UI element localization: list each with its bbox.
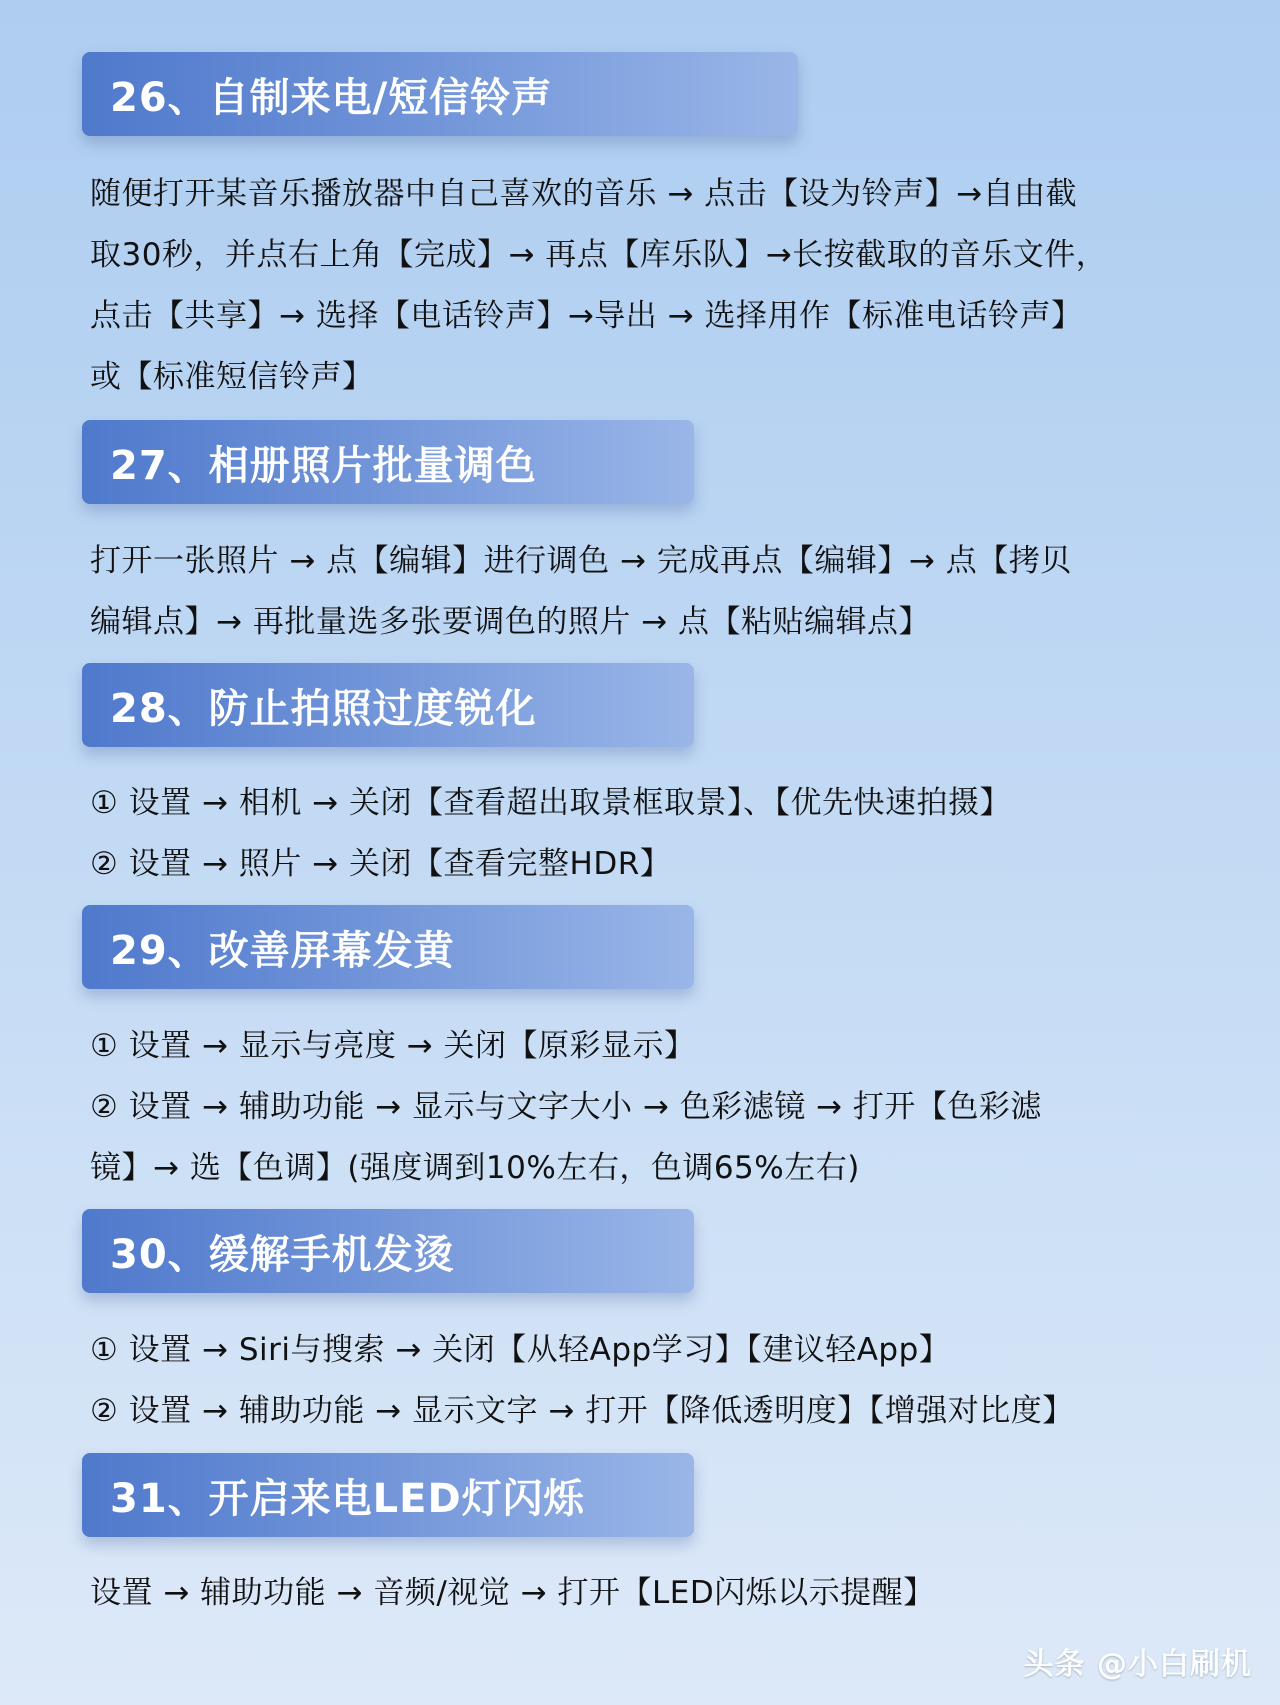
section-header	[82, 663, 694, 747]
section-header	[82, 1453, 694, 1537]
body-line: 编辑点】→ 再批量选多张要调色的照片 → 点【粘贴编辑点】	[90, 604, 931, 640]
body-line: ② 设置 → 辅助功能 → 显示与文字大小 → 色彩滤镜 → 打开【色彩滤	[90, 1089, 1042, 1125]
section-body	[90, 164, 1200, 408]
body-line: 点击【共享】→ 选择【电话铃声】→导出 → 选择用作【标准电话铃声】	[90, 298, 1083, 334]
body-line: ① 设置 → 相机 → 关闭【查看超出取景框取景】、【优先快速拍摄】	[90, 785, 1012, 821]
section-title: 29、改善屏幕发黄	[110, 927, 455, 974]
section-body	[90, 1563, 1200, 1624]
section-header	[82, 905, 694, 989]
section-body	[90, 531, 1200, 653]
section-title: 27、相册照片批量调色	[110, 442, 537, 489]
section-title: 30、缓解手机发烫	[110, 1231, 455, 1278]
body-line: 取30秒，并点右上角【完成】→ 再点【库乐队】→长按截取的音乐文件，	[90, 237, 1108, 273]
section-title: 31、开启来电LED灯闪烁	[110, 1475, 585, 1522]
watermark: 头条 @小白刷机	[1023, 1647, 1252, 1682]
body-line: ② 设置 → 照片 → 关闭【查看完整HDR】	[90, 846, 672, 882]
body-line: 镜】→ 选【色调】(强度调到10%左右，色调65%左右)	[90, 1150, 860, 1186]
body-line: ① 设置 → Siri与搜索 → 关闭【从轻App学习】【建议轻App】	[90, 1332, 951, 1368]
section-header	[82, 1209, 694, 1293]
section-body	[90, 773, 1200, 895]
section-header	[82, 420, 694, 504]
body-line: ② 设置 → 辅助功能 → 显示文字 → 打开【降低透明度】【增强对比度】	[90, 1393, 1074, 1429]
section-body	[90, 1320, 1200, 1442]
section-title: 28、防止拍照过度锐化	[110, 685, 537, 732]
body-line: 设置 → 辅助功能 → 音频/视觉 → 打开【LED闪烁以示提醒】	[90, 1575, 935, 1611]
body-line: 或【标准短信铃声】	[90, 359, 374, 395]
body-line: ① 设置 → 显示与亮度 → 关闭【原彩显示】	[90, 1028, 696, 1064]
section-title: 26、自制来电/短信铃声	[110, 74, 553, 121]
section-body	[90, 1016, 1200, 1199]
body-line: 随便打开某音乐播放器中自己喜欢的音乐 → 点击【设为铃声】→自由截	[90, 176, 1078, 212]
section-header	[82, 52, 798, 136]
body-line: 打开一张照片 → 点【编辑】进行调色 → 完成再点【编辑】→ 点【拷贝	[90, 543, 1072, 579]
